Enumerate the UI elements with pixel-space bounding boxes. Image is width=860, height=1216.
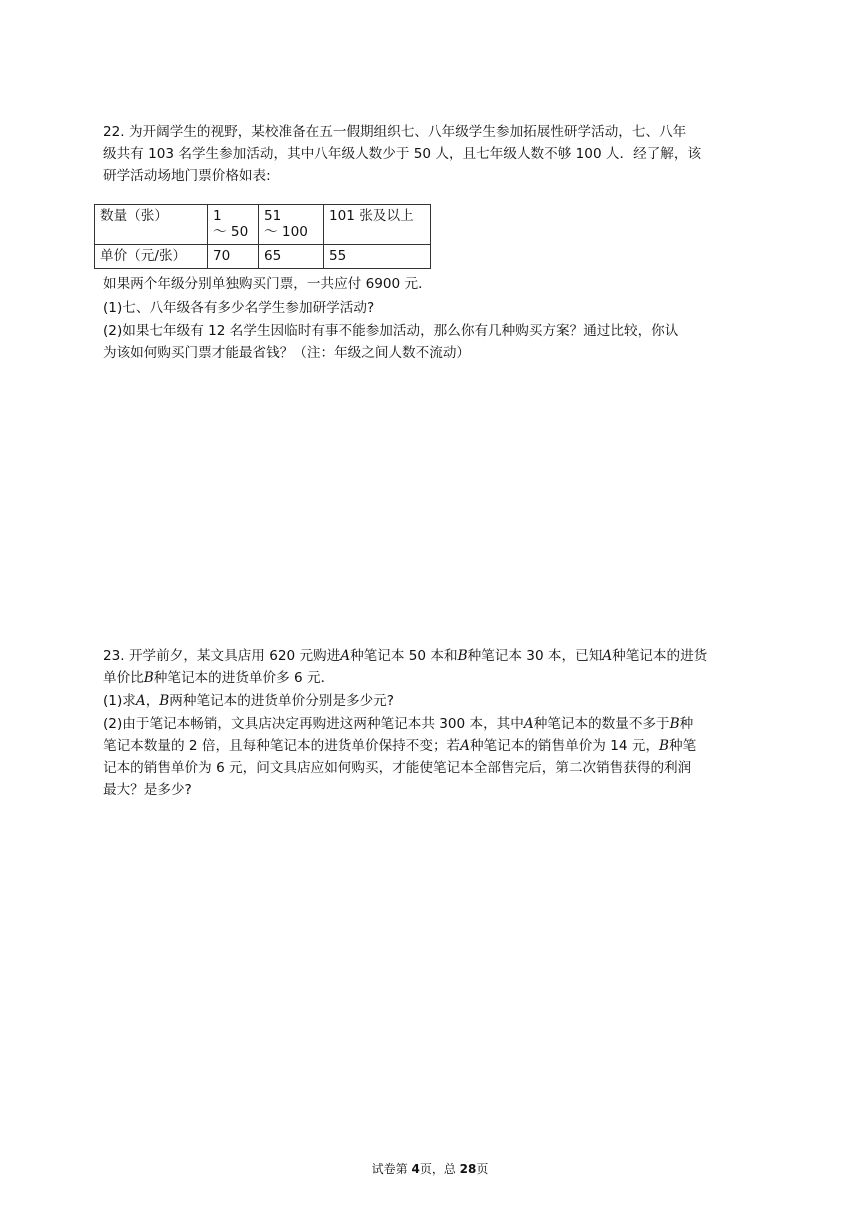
text-run: 种 — [679, 716, 694, 732]
q23-part2-line3: 记本的销售单价为 6 元，问文具店应如何购买，才能使笔记本全部售完后，第二次销售获得的利润 — [103, 760, 692, 776]
cell-text: ～ 100 — [264, 224, 308, 240]
q23-line1 — [103, 645, 707, 667]
table-cell — [208, 205, 259, 245]
text-run: 种笔记本 30 本，已知 — [467, 648, 603, 664]
cell-text: 55 — [329, 248, 347, 264]
table-cell — [95, 205, 208, 245]
text-run: 两种笔记本的进货单价分别是多少元? — [169, 693, 394, 709]
q23-part2-line2 — [103, 735, 696, 757]
footer-text: 页，总 — [419, 1162, 460, 1176]
text-run: 笔记本数量的 2 倍，且每种笔记本的进货单价保持不变；若 — [103, 738, 461, 754]
text-run: (1)求 — [103, 693, 136, 709]
variable-a: A — [460, 738, 470, 754]
table-cell — [324, 205, 431, 245]
cell-text: ～ 50 — [213, 224, 249, 240]
table-row — [95, 245, 431, 269]
q23-part2-line4: 最大？是多少? — [103, 782, 192, 798]
q22-part2-line1: (2)如果七年级有 12 名学生因临时有事不能参加活动，那么你有几种购买方案？通过比较，你认 — [103, 323, 679, 339]
q22-part1: (1)七、八年级各有多少名学生参加研学活动? — [103, 300, 375, 316]
variable-a: A — [602, 648, 613, 664]
variable-b: B — [143, 670, 154, 686]
text-run: 种笔记本的数量不多于 — [533, 716, 670, 732]
text-run: 种笔记本的进货 — [612, 648, 708, 664]
q22-line2: 级共有 103 名学生参加活动，其中八年级人数少于 50 人，且七年级人数不够 100 人．经了解，该 — [103, 146, 702, 162]
text-run: (2)由于笔记本畅销，文具店决定再购进这两种笔记本共 300 本，其中 — [103, 716, 524, 732]
q23-line2 — [103, 667, 334, 689]
q22-after-table: 如果两个年级分别单独购买门票，一共应付 6900 元． — [103, 276, 432, 292]
variable-b: B — [457, 648, 468, 664]
text-run: 种笔记本的进货单价多 6 元． — [153, 670, 335, 686]
total-pages: 28 — [459, 1162, 477, 1176]
cell-text: 1 — [213, 208, 222, 224]
q22-line3: 研学活动场地门票价格如表: — [103, 168, 271, 184]
variable-a: A — [523, 716, 534, 732]
cell-text: 101 张及以上 — [329, 208, 414, 224]
footer-text: 试卷第 — [371, 1162, 412, 1176]
table-cell — [259, 245, 324, 269]
table-row — [95, 205, 431, 245]
table-cell — [259, 205, 324, 245]
price-table — [94, 204, 431, 269]
cell-text: 单价（元/张） — [100, 248, 187, 264]
variable-b: B — [669, 716, 680, 732]
table-cell — [324, 245, 431, 269]
variable-b: B — [159, 693, 170, 709]
q23-part2-line1 — [103, 713, 693, 735]
text-run: ， — [145, 693, 160, 709]
q23-part1 — [103, 690, 394, 712]
cell-text: 51 — [264, 208, 282, 224]
cell-text: 70 — [213, 248, 231, 264]
text-run: 单价比 — [103, 670, 144, 686]
page-footer — [0, 1160, 860, 1177]
page-number: 4 — [411, 1162, 420, 1176]
table-cell — [208, 245, 259, 269]
text-run: 种笔记本 50 本和 — [350, 648, 458, 664]
cell-text: 数量（张） — [100, 208, 168, 224]
footer-text: 页 — [476, 1162, 489, 1176]
text-run: 23. 开学前夕，某文具店用 620 元购进 — [103, 648, 341, 664]
cell-text: 65 — [264, 248, 282, 264]
text-run: 种笔 — [669, 738, 697, 754]
variable-a: A — [340, 648, 351, 664]
table-cell — [95, 245, 208, 269]
variable-b: B — [659, 738, 670, 754]
q22-line1: 22. 为开阔学生的视野，某校准备在五一假期组织七、八年级学生参加拓展性研学活动，七、八年 — [103, 124, 687, 140]
text-run: 种笔记本的销售单价为 14 元， — [469, 738, 660, 754]
variable-a: A — [135, 693, 146, 709]
q22-part2-line2: 为该如何购买门票才能最省钱？（注：年级之间人数不流动） — [103, 345, 471, 361]
